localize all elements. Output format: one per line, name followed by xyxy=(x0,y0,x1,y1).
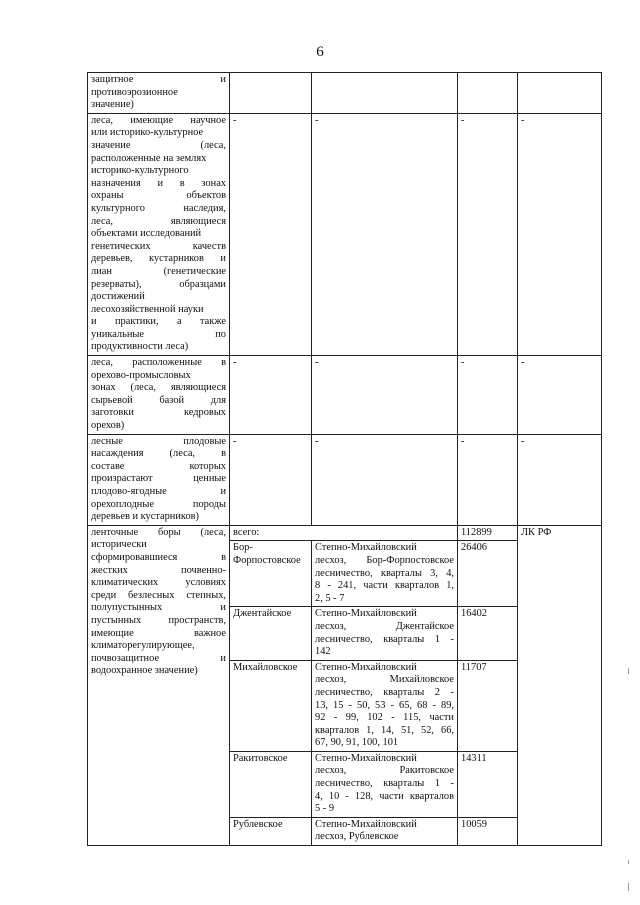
table-row xyxy=(88,434,602,525)
text-line: плодово-ягодные и xyxy=(91,486,226,497)
location-cell xyxy=(312,660,458,751)
text-line: орехов) xyxy=(91,420,125,432)
forestry-name xyxy=(230,751,312,817)
table-row xyxy=(88,113,602,355)
total-label: всего: xyxy=(230,525,458,541)
text-line: назначения и в зонах xyxy=(91,177,226,189)
text-line: климаторегулирующее, xyxy=(91,640,195,652)
text-line: Ракитовское xyxy=(233,752,288,764)
category-cell xyxy=(88,525,230,845)
text-line: 67, 90, 91, 100, 101 xyxy=(315,737,399,749)
area-cell: 10059 xyxy=(458,817,518,845)
text-line: лесхоз, Рублевское xyxy=(315,831,399,843)
text-line: водоохранное значение) xyxy=(91,665,198,677)
text-line: пустынных пространств, xyxy=(91,614,226,626)
text-line: резерваты), образцами xyxy=(91,278,226,290)
text-line: лесничество, кварталы 1 - xyxy=(315,778,454,790)
text-line: лесничество, кварталы 1 - xyxy=(315,633,454,645)
category-cell xyxy=(88,113,230,355)
text-line: почвозащитное и xyxy=(91,652,226,664)
text-line: лесничество, кварталы 3, 4, xyxy=(315,567,454,579)
text-line: достижений xyxy=(91,291,145,303)
text-line: значение) xyxy=(91,99,134,111)
text-line: Степно-Михайловский xyxy=(315,818,417,830)
text-line: 2, 5 - 7 xyxy=(315,592,345,604)
text-line: исторически xyxy=(91,539,147,551)
text-line: генетических качеств xyxy=(91,240,226,252)
legal-basis: ЛК РФ xyxy=(518,525,602,845)
text-line: продуктивности леса) xyxy=(91,341,189,353)
text-line: лесничество, кварталы 2 - xyxy=(315,686,454,698)
scan-speck xyxy=(628,860,629,864)
text-line: сформировавшиеся в xyxy=(91,551,226,563)
value-cell: - xyxy=(230,356,312,435)
table-row xyxy=(88,356,602,435)
value-cell xyxy=(458,73,518,114)
text-line: кварталов 1, 14, 51, 52, 66, xyxy=(315,724,454,736)
area-cell: 26406 xyxy=(458,541,518,607)
text-line: 142 xyxy=(315,646,331,658)
text-line: лесхоз, Джентайское xyxy=(315,620,454,632)
text-line: Степно-Михайловский xyxy=(315,661,417,673)
value-cell: - xyxy=(518,434,602,525)
text-line: климатических условиях xyxy=(91,577,226,589)
text-line: Бор- xyxy=(233,542,253,554)
text-line: деревьев, кустарников и xyxy=(91,253,226,265)
value-cell: - xyxy=(518,356,602,435)
text-line: Степно-Михайловский xyxy=(315,542,417,554)
forestry-name xyxy=(230,660,312,751)
text-line: имеющие важное xyxy=(91,627,226,639)
table-row xyxy=(88,525,602,541)
text-line: орехово-промысловых xyxy=(91,369,191,381)
text-line: лесхоз, Бор-Форпостовское xyxy=(315,554,454,566)
text-line: 8 - 241, части кварталов 1, xyxy=(315,580,454,592)
forestry-name xyxy=(230,817,312,845)
text-line: деревьев и кустарников) xyxy=(91,511,200,523)
text-line: охраны объектов xyxy=(91,190,226,202)
area-cell: 14311 xyxy=(458,751,518,817)
text-line: лесохозяйственной науки xyxy=(91,303,204,315)
text-line: Степно-Михайловский xyxy=(315,608,417,620)
value-cell: - xyxy=(312,113,458,355)
area-cell: 16402 xyxy=(458,607,518,660)
location-cell xyxy=(312,751,458,817)
text-line: орехоплодные породы xyxy=(91,498,226,510)
text-line: или историко-культурное xyxy=(91,127,204,139)
text-line: зонах (леса, являющиеся xyxy=(91,382,226,394)
text-line: Джентайское xyxy=(233,608,292,620)
forestry-name xyxy=(230,541,312,607)
category-cell xyxy=(88,356,230,435)
value-cell xyxy=(518,73,602,114)
location-cell xyxy=(312,541,458,607)
text-line: историко-культурного xyxy=(91,165,189,177)
text-line: значение (леса, xyxy=(91,139,226,151)
area-cell: 11707 xyxy=(458,660,518,751)
scan-speck xyxy=(628,883,629,891)
text-line: сырьевой базой для xyxy=(91,394,226,406)
text-line: 13, 15 - 50, 53 - 65, 68 - 89, xyxy=(315,699,454,711)
table-row xyxy=(88,73,602,114)
text-line: произрастают ценные xyxy=(91,473,226,485)
value-cell: - xyxy=(230,434,312,525)
text-line: Рублевское xyxy=(233,818,283,830)
value-cell: - xyxy=(458,434,518,525)
text-line: среди безлесных степных, xyxy=(91,589,226,601)
text-line: составе которых xyxy=(91,460,226,472)
text-line: лесхоз, Михайловское xyxy=(315,674,454,686)
text-line: защитное и xyxy=(91,74,226,85)
text-line: Степно-Михайловский xyxy=(315,752,417,764)
page-number: 6 xyxy=(316,44,324,60)
value-cell xyxy=(312,73,458,114)
value-cell: - xyxy=(518,113,602,355)
text-line: жестких почвенно- xyxy=(91,564,226,576)
scan-speck xyxy=(628,668,629,674)
text-line: расположенные на землях xyxy=(91,152,207,164)
text-line: леса, являющиеся xyxy=(91,215,226,227)
text-line: ленточные боры (леса, xyxy=(91,526,226,538)
location-cell xyxy=(312,607,458,660)
value-cell: - xyxy=(230,113,312,355)
forestry-name xyxy=(230,607,312,660)
text-line: лиан (генетические xyxy=(91,265,226,277)
value-cell xyxy=(230,73,312,114)
text-line: леса, имеющие научное xyxy=(91,114,226,126)
category-cell xyxy=(88,434,230,525)
text-line: насаждения (леса, в xyxy=(91,448,226,460)
text-line: лесные плодовые xyxy=(91,435,226,447)
text-line: заготовки кедровых xyxy=(91,407,226,419)
text-line: 5 - 9 xyxy=(315,803,335,815)
text-line: объектами исследований xyxy=(91,228,202,240)
text-line: уникальные по xyxy=(91,328,226,340)
text-line: Форпостовское xyxy=(233,554,301,566)
text-line: 92 - 99, 102 - 115, части xyxy=(315,712,454,724)
text-line: противоэрозионное xyxy=(91,86,178,98)
total-area: 112899 xyxy=(458,525,518,541)
value-cell: - xyxy=(458,113,518,355)
text-line: 4, 10 - 128, части кварталов xyxy=(315,790,454,802)
location-cell xyxy=(312,817,458,845)
text-line: и практики, а также xyxy=(91,316,226,328)
category-cell xyxy=(88,73,230,114)
text-line: Михайловское xyxy=(233,661,298,673)
value-cell: - xyxy=(458,356,518,435)
text-line: культурного наследия, xyxy=(91,202,226,214)
text-line: лесхоз, Ракитовское xyxy=(315,765,454,777)
text-line: леса, расположенные в xyxy=(91,357,226,369)
value-cell: - xyxy=(312,356,458,435)
text-line: полупустынных и xyxy=(91,602,226,614)
forest-protection-table xyxy=(87,72,602,846)
value-cell: - xyxy=(312,434,458,525)
